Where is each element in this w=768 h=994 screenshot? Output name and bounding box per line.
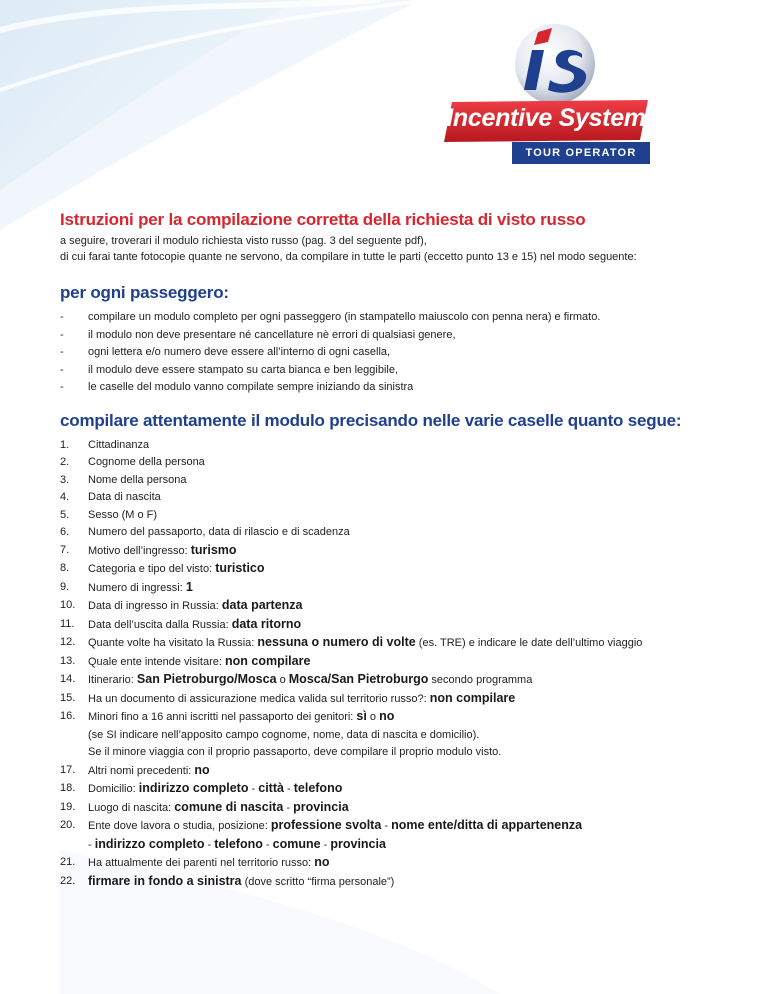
field-value-keyword: indirizzo completo [138, 781, 249, 795]
field-number: 22. [60, 874, 76, 887]
field-number: 5. [60, 508, 70, 521]
field-number: 18. [60, 782, 76, 794]
field-line [88, 616, 720, 635]
field-text: Quante volte ha visitato la Russia: [88, 637, 258, 649]
bullet-dash: - [60, 311, 64, 323]
field-line [88, 653, 720, 672]
form-field-item [60, 524, 720, 542]
field-value-keyword: provincia [293, 799, 349, 814]
field-text: - [204, 838, 215, 851]
field-number: 14. [60, 673, 76, 685]
field-text: Motivo dell’ingresso: [88, 544, 191, 557]
field-value-keyword: data partenza [221, 598, 303, 612]
field-number: 3. [60, 473, 70, 486]
field-line [88, 560, 720, 579]
field-value-keyword: nessuna o numero di volte [257, 635, 416, 649]
form-field-item [60, 579, 720, 598]
field-text: o [276, 674, 289, 686]
form-field-item [60, 542, 720, 561]
field-value-keyword: no [314, 855, 330, 869]
field-text: Ente dove lavora o studia, posizione: [88, 820, 271, 832]
field-text: - [88, 838, 95, 851]
field-value-keyword: telefono [293, 781, 343, 795]
field-value-keyword: comune [272, 836, 321, 851]
section-heading-passengers: per ogni passeggero: [60, 283, 229, 302]
field-line [88, 634, 720, 653]
field-line [88, 780, 720, 799]
field-text: Ha attualmente dei parenti nel territorio russo: [88, 857, 315, 869]
field-number: 20. [60, 819, 76, 831]
rule-text: il modulo non deve presentare né cancellature nè errori di qualsiasi genere, [88, 328, 456, 341]
field-value-keyword: no [379, 709, 395, 723]
field-value-keyword: professione svolta [270, 818, 382, 832]
field-text: secondo programma [428, 674, 533, 686]
form-field-item [60, 708, 720, 762]
field-number: 21. [60, 856, 76, 868]
passenger-rules-list [60, 309, 720, 397]
field-text: Data dell’uscita dalla Russia: [88, 618, 232, 631]
field-text: - [283, 801, 294, 814]
field-text: Cognome della persona [88, 456, 205, 468]
field-line [88, 437, 720, 455]
form-field-item [60, 690, 720, 709]
passenger-rule-item [60, 362, 720, 380]
field-value-keyword: turismo [190, 542, 237, 557]
field-text: - [262, 838, 273, 851]
field-text: Sesso (M o F) [88, 508, 158, 521]
passenger-rule-item [60, 327, 720, 345]
field-value-keyword: no [194, 762, 210, 777]
field-line [88, 690, 720, 709]
field-line [88, 524, 720, 542]
field-number: 4. [60, 491, 70, 503]
document-title: Istruzioni per la compilazione corretta della richiesta di visto russo [60, 210, 586, 229]
passenger-rule-item [60, 379, 720, 397]
form-field-item [60, 653, 720, 672]
field-value-keyword: non compilare [224, 653, 311, 668]
rule-text: il modulo deve essere stampato su carta bianca e ben leggibile, [88, 363, 399, 376]
field-line [88, 762, 720, 781]
rule-text: ogni lettera e/o numero deve essere all’interno di ogni casella, [88, 346, 391, 358]
field-text: - [381, 820, 392, 832]
field-text: - [320, 838, 331, 851]
bullet-dash: - [60, 346, 64, 358]
form-fields-list [60, 437, 720, 892]
field-text: Ha un documento di assicurazione medica valida sul territorio russo?: [88, 692, 430, 705]
form-field-item [60, 472, 720, 490]
incentive-system-logo [440, 20, 652, 170]
form-field-item [60, 762, 720, 781]
field-line [88, 489, 720, 507]
section-heading-fields: compilare attentamente il modulo precisando nelle varie caselle quanto segue: [60, 410, 682, 430]
field-text: Numero del passaporto, data di rilascio e di scadenza [88, 526, 350, 538]
field-text: Categoria e tipo del visto: [88, 563, 216, 575]
field-number: 13. [60, 654, 76, 667]
field-line [88, 472, 720, 490]
field-line [88, 507, 720, 525]
field-text: o [366, 711, 380, 723]
field-line-continued [88, 836, 720, 855]
field-note: (se SI indicare nell’apposito campo cognome, nome, data di nascita e domicilio). [88, 728, 480, 741]
field-value-keyword: comune di nascita [174, 799, 284, 814]
rule-text: compilare un modulo completo per ogni passeggero (in stampatello maiuscolo con penna nera) e firmato. [88, 311, 601, 323]
form-field-item [60, 799, 720, 818]
field-number: 1. [60, 438, 70, 451]
form-field-item [60, 873, 720, 892]
field-text: Quale ente intende visitare: [88, 655, 225, 668]
field-value-keyword: 1 [185, 579, 193, 594]
bullet-dash: - [60, 328, 64, 341]
field-value-keyword: data ritorno [231, 616, 302, 631]
form-field-item [60, 454, 720, 472]
field-number: 10. [60, 599, 76, 611]
field-text: Altri nomi precedenti: [88, 764, 195, 777]
form-field-item [60, 560, 720, 579]
field-number: 17. [60, 763, 76, 776]
form-field-item [60, 437, 720, 455]
form-field-item [60, 507, 720, 525]
field-value-keyword: San Pietroburgo/Mosca [136, 672, 277, 686]
field-number: 12. [60, 636, 76, 648]
field-number: 6. [60, 526, 70, 538]
field-value-keyword: provincia [330, 836, 386, 851]
form-field-item [60, 780, 720, 799]
field-number: 11. [60, 617, 75, 630]
field-text: Itinerario: [88, 674, 137, 686]
logo-brand-name: Incentive System [446, 104, 646, 132]
field-number: 8. [60, 562, 70, 574]
passenger-rule-item [60, 344, 720, 362]
intro-text [60, 233, 720, 265]
passenger-rule-item [60, 309, 720, 327]
field-line [88, 799, 720, 818]
form-field-item [60, 634, 720, 653]
field-text: - [248, 783, 259, 795]
field-value-keyword: non compilare [429, 690, 516, 705]
form-field-item [60, 817, 720, 854]
field-line [88, 671, 720, 690]
field-value-keyword: città [258, 781, 284, 795]
field-line [88, 873, 720, 892]
field-number: 15. [60, 691, 76, 704]
form-field-item [60, 597, 720, 616]
field-text: Nome della persona [88, 473, 187, 486]
field-note: Se il minore viaggia con il proprio passaporto, deve compilare il proprio modulo visto. [88, 746, 502, 758]
logo-tagline: TOUR OPERATOR [512, 142, 650, 164]
is-logo-mark [510, 20, 600, 106]
field-number: 19. [60, 800, 76, 813]
field-text: Data di ingresso in Russia: [88, 600, 222, 612]
field-value-keyword: nome ente/ditta di appartenenza [391, 818, 583, 832]
field-value-keyword: sì [356, 709, 367, 723]
field-line [88, 708, 720, 727]
field-line [88, 597, 720, 616]
field-value-keyword: turistico [215, 561, 265, 575]
field-text: Luogo di nascita: [88, 801, 175, 814]
field-line [88, 454, 720, 472]
field-number: 2. [60, 456, 70, 468]
field-value-keyword: indirizzo completo [94, 836, 205, 851]
intro-line: di cui farai tante fotocopie quante ne servono, da compilare in tutte le parti (eccetto punto 13 e 15) nel modo seguente: [60, 251, 637, 263]
form-field-item [60, 489, 720, 507]
field-text: (es. TRE) e indicare le date dell’ultimo viaggio [415, 637, 643, 649]
field-line [88, 854, 720, 873]
field-text: Minori fino a 16 anni iscritti nel passaporto dei genitori: [88, 711, 357, 723]
field-text: Domicilio: [88, 783, 139, 795]
field-line [88, 542, 720, 561]
field-text: Numero di ingressi: [88, 581, 186, 594]
document-body [60, 210, 720, 891]
field-number: 7. [60, 543, 70, 556]
field-number: 9. [60, 580, 70, 593]
field-line [88, 579, 720, 598]
field-value-keyword: telefono [214, 836, 263, 851]
form-field-item [60, 616, 720, 635]
form-field-item [60, 671, 720, 690]
intro-line: a seguire, troverari il modulo richiesta visto russo (pag. 3 del seguente pdf), [60, 235, 427, 247]
field-number: 16. [60, 710, 76, 722]
bullet-dash: - [60, 363, 64, 376]
rule-text: le caselle del modulo vanno compilate sempre iniziando da sinistra [88, 381, 414, 393]
field-value-keyword: firmare in fondo a sinistra [88, 873, 242, 888]
bullet-dash: - [60, 381, 64, 393]
field-line [88, 817, 720, 836]
form-field-item [60, 854, 720, 873]
field-text: Data di nascita [88, 491, 161, 503]
field-text: Cittadinanza [88, 438, 150, 451]
field-text: (dove scritto “firma personale”) [241, 875, 395, 888]
field-value-keyword: Mosca/San Pietroburgo [288, 672, 429, 686]
field-text: - [283, 783, 294, 795]
